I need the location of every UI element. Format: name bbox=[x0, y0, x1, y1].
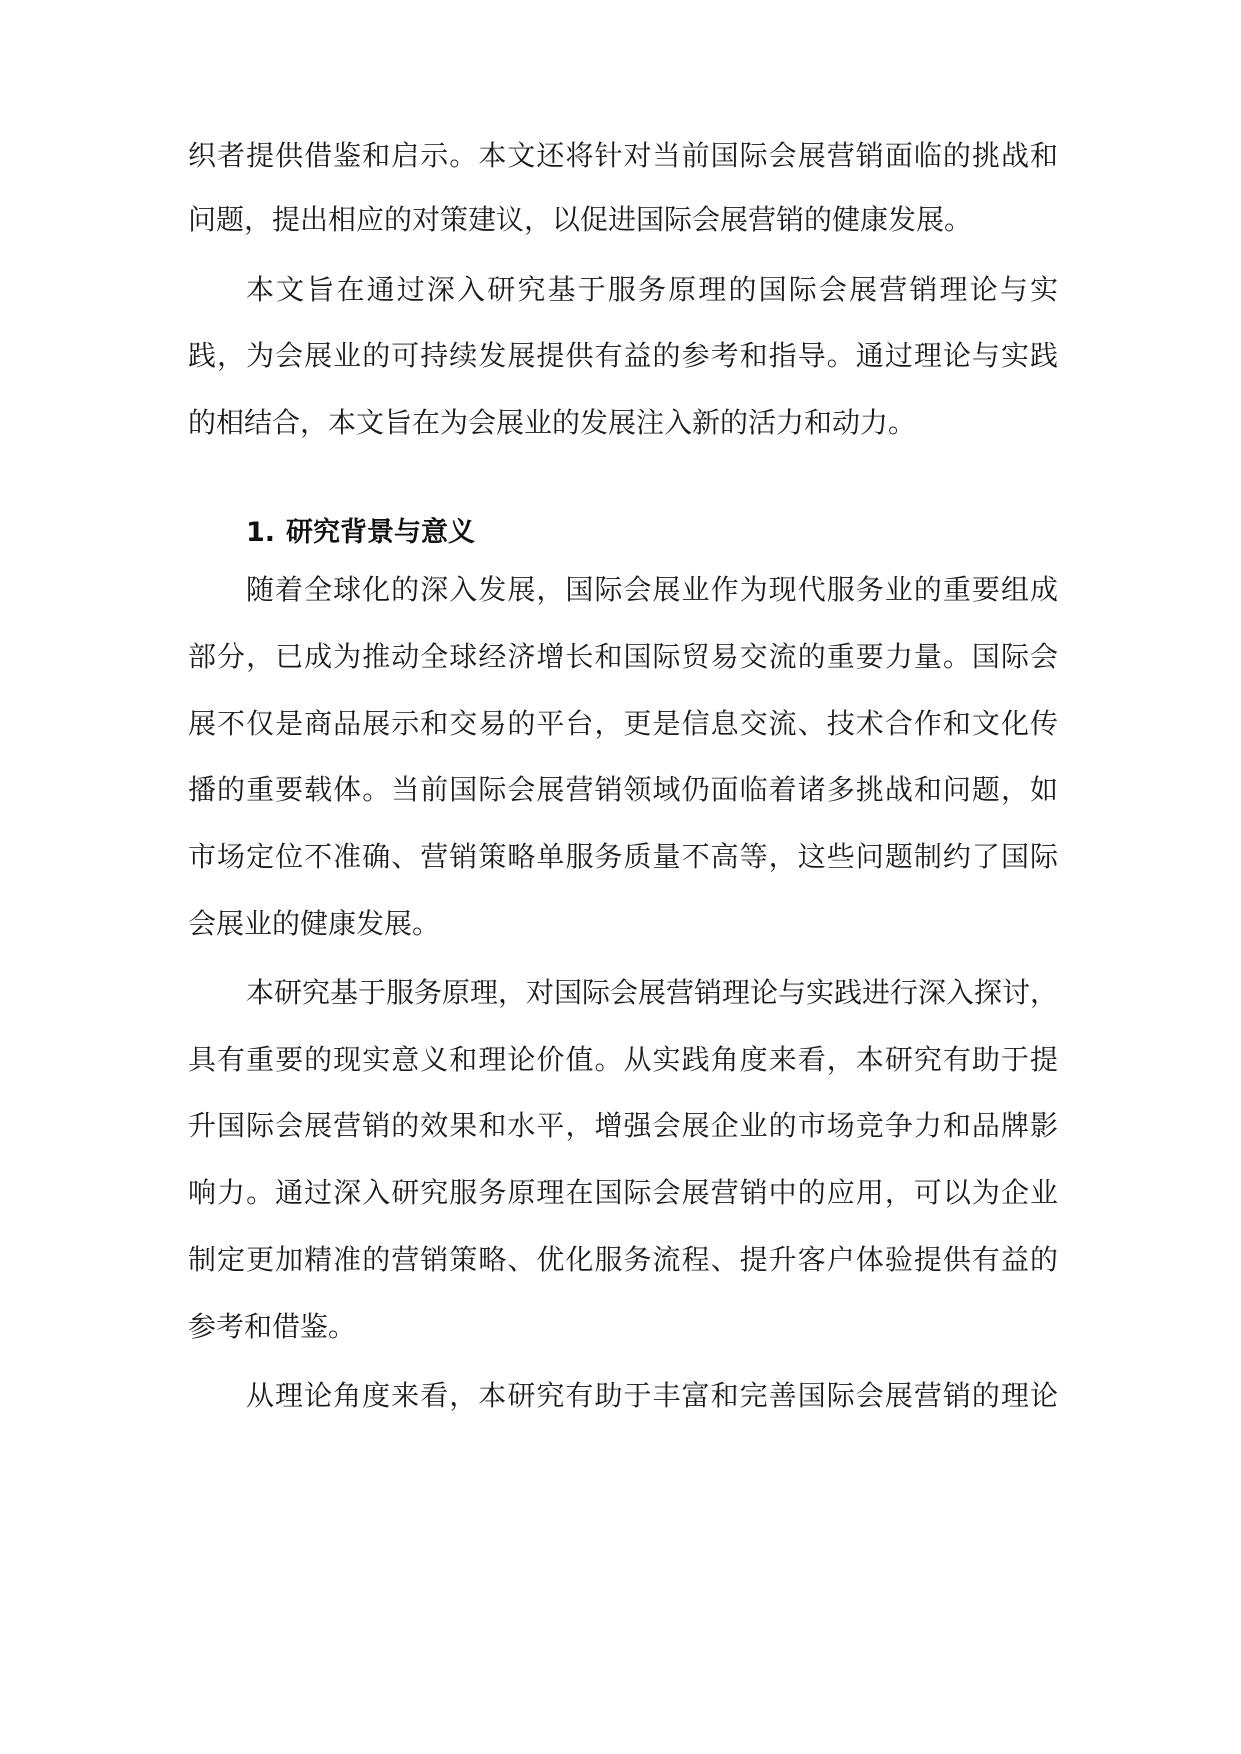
intro-line-1: 织者提供借鉴和启示。本文还将针对当前国际会展营销面临的挑战和 bbox=[188, 139, 1058, 172]
aim-line-2: 践，为会展业的可持续发展提供有益的参考和指导。通过理论与实践 bbox=[188, 339, 1058, 372]
background-line-2: 部分，已成为推动全球经济增长和国际贸易交流的重要力量。国际会 bbox=[188, 640, 1058, 673]
section-number: 1. bbox=[246, 517, 276, 548]
significance-line-2: 具有重要的现实意义和理论价值。从实践角度来看，本研究有助于提 bbox=[188, 1043, 1058, 1076]
intro-line-2: 问题，提出相应的对策建议，以促进国际会展营销的健康发展。 bbox=[188, 203, 973, 236]
aim-line-1: 本文旨在通过深入研究基于服务原理的国际会展营销理论与实 bbox=[246, 273, 1058, 306]
section-heading bbox=[246, 513, 475, 553]
aim-line-3: 的相结合，本文旨在为会展业的发展注入新的活力和动力。 bbox=[188, 406, 917, 439]
significance-line-6: 参考和借鉴。 bbox=[188, 1310, 357, 1343]
significance-line-4: 响力。通过深入研究服务原理在国际会展营销中的应用，可以为企业 bbox=[188, 1176, 1058, 1209]
background-line-6: 会展业的健康发展。 bbox=[188, 907, 441, 940]
significance-line-1: 本研究基于服务原理，对国际会展营销理论与实践进行深入探讨， bbox=[246, 976, 1059, 1009]
background-line-1: 随着全球化的深入发展，国际会展业作为现代服务业的重要组成 bbox=[246, 573, 1058, 606]
theory-line-1: 从理论角度来看，本研究有助于丰富和完善国际会展营销的理论 bbox=[246, 1379, 1058, 1412]
background-line-4: 播的重要载体。当前国际会展营销领域仍面临着诸多挑战和问题，如 bbox=[188, 773, 1058, 806]
background-line-5: 市场定位不准确、营销策略单服务质量不高等，这些问题制约了国际 bbox=[188, 840, 1058, 873]
significance-line-5: 制定更加精准的营销策略、优化服务流程、提升客户体验提供有益的 bbox=[188, 1243, 1058, 1276]
significance-line-3: 升国际会展营销的效果和水平，增强会展企业的市场竞争力和品牌影 bbox=[188, 1109, 1058, 1142]
background-line-3: 展不仅是商品展示和交易的平台，更是信息交流、技术合作和文化传 bbox=[188, 707, 1058, 740]
section-title: 研究背景与意义 bbox=[286, 517, 475, 548]
